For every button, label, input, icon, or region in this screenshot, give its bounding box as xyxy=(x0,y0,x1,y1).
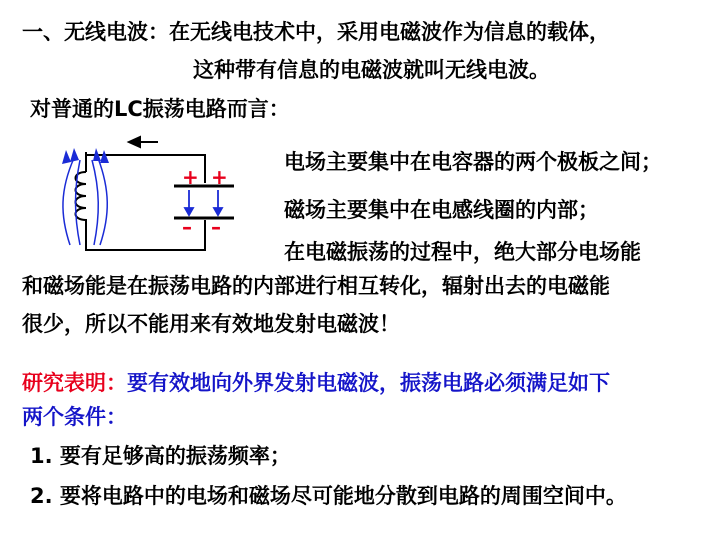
lc-circuit-diagram xyxy=(0,0,260,270)
current-arrow xyxy=(129,137,158,147)
electric-field-arrows xyxy=(185,190,222,215)
research-line2: 两个条件： xyxy=(22,405,127,429)
condition-2-number: 2. xyxy=(30,484,53,508)
plus-sign-left: + xyxy=(182,165,199,189)
fact-magnetic-field: 磁场主要集中在电感线圈的内部； xyxy=(284,198,599,222)
condition-1-number: 1. xyxy=(30,444,53,468)
condition-1-text: 要有足够高的振荡频率； xyxy=(59,444,291,468)
fact-electric-field: 电场主要集中在电容器的两个极板之间； xyxy=(284,150,662,174)
paragraph-line2: 和磁场能是在振荡电路的内部进行相互转化，辐射出去的电磁能 xyxy=(22,274,610,298)
condition-2 xyxy=(30,482,627,510)
condition-1 xyxy=(30,442,291,470)
research-text-1: 要有效地向外界发射电磁波，振荡电路必须满足如下 xyxy=(127,371,610,395)
heading-line1: 一、无线电波：在无线电技术中，采用电磁波作为信息的载体， xyxy=(22,20,610,44)
plus-sign-right: + xyxy=(211,165,228,189)
paragraph-line1: 在电磁振荡的过程中，绝大部分电场能 xyxy=(284,240,641,264)
intro-text: 对普通的LC振荡电路而言： xyxy=(30,97,290,121)
research-label: 研究表明： xyxy=(22,371,127,395)
minus-sign-left: – xyxy=(182,215,192,239)
minus-sign-right: – xyxy=(211,215,221,239)
condition-2-text: 要将电路中的电场和磁场尽可能地分散到电路的周围空间中。 xyxy=(59,484,627,508)
paragraph-line3: 很少，所以不能用来有效地发射电磁波！ xyxy=(22,312,400,336)
heading-line2: 这种带有信息的电磁波就叫无线电波。 xyxy=(193,58,550,82)
research-line1 xyxy=(22,369,610,397)
